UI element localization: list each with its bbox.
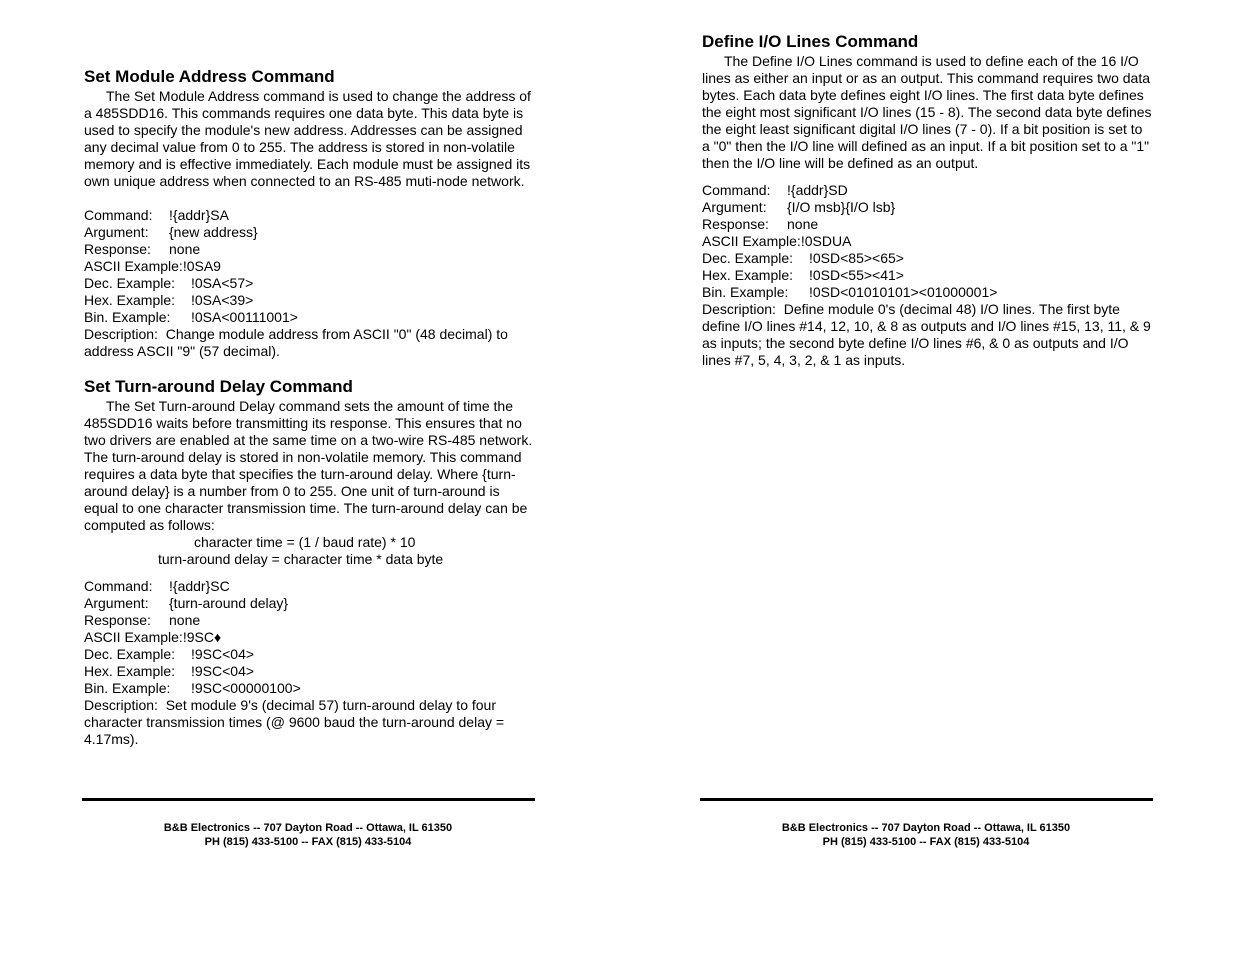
command-table bbox=[84, 207, 536, 360]
command-table bbox=[702, 182, 1154, 369]
dec-example-row: Dec. Example: !0SA<57> bbox=[84, 275, 254, 291]
description: Description: Change module address from ASCII "0" (48 decimal) to address ASCII "9" (57 decimal). bbox=[84, 326, 508, 359]
footer-address: B&B Electronics -- 707 Dayton Road -- Ottawa, IL 61350 bbox=[163, 822, 453, 834]
formula-turnaround-delay: turn-around delay = character time * data byte bbox=[158, 551, 444, 567]
section-heading: Set Module Address Command bbox=[84, 67, 335, 86]
set-turnaround-delay-section bbox=[84, 377, 536, 748]
footer-left bbox=[82, 821, 534, 849]
footer-phone: PH (815) 433-5100 -- FAX (815) 433-5104 bbox=[822, 836, 1030, 848]
command-row: Command: !{addr}SC bbox=[84, 578, 230, 594]
footer-rule-right bbox=[700, 798, 1153, 801]
hex-example-row: Hex. Example: !9SC<04> bbox=[84, 663, 255, 679]
response-row: Response: none bbox=[84, 612, 201, 628]
description: Description: Define module 0's (decimal 48) I/O lines. The first byte define I/O lines #14, 12, 10, & 8 as outputs and I/O lines #15, 13, 11, & 9 as inputs; the second byte define I/O lines #6, & 0 as outputs and I/O lines #7, 5, 4, 3, 2, & 1 as inputs. bbox=[702, 301, 1151, 368]
section-heading: Define I/O Lines Command bbox=[702, 32, 919, 51]
dec-example-row: Dec. Example: !0SD<85><65> bbox=[702, 250, 904, 266]
footer-address: B&B Electronics -- 707 Dayton Road -- Ottawa, IL 61350 bbox=[781, 822, 1071, 834]
left-page bbox=[84, 67, 536, 748]
section-body: The Set Module Address command is used to change the address of a 485SDD16. This commands requires one data byte. This data byte is used to specify the module's new address. Addresses can be assigned any decimal value from 0 to 255. The address is stored in non-volatile memory and is effective immediately. Each module must be assigned its own unique address when connected to an RS-485 muti-node network. bbox=[84, 88, 531, 189]
description: Description: Set module 9's (decimal 57) turn-around delay to four character transmission times (@ 9600 baud the turn-around delay = 4.17ms). bbox=[84, 697, 505, 747]
ascii-example-row: ASCII Example:!0SA9 bbox=[84, 258, 221, 274]
bin-example-row: Bin. Example: !0SD<01010101><01000001> bbox=[702, 284, 998, 300]
bin-example-row: Bin. Example: !0SA<00111001> bbox=[84, 309, 298, 325]
argument-row: Argument: {I/O msb}{I/O lsb} bbox=[702, 199, 896, 215]
footer-phone: PH (815) 433-5100 -- FAX (815) 433-5104 bbox=[204, 836, 412, 848]
ascii-example-row: ASCII Example:!9SC♦ bbox=[84, 629, 222, 645]
define-io-lines-section bbox=[702, 32, 1154, 369]
response-row: Response: none bbox=[84, 241, 201, 257]
response-row: Response: none bbox=[702, 216, 819, 232]
command-row: Command: !{addr}SA bbox=[84, 207, 229, 223]
section-heading: Set Turn-around Delay Command bbox=[84, 377, 353, 396]
argument-row: Argument: {turn-around delay} bbox=[84, 595, 289, 611]
command-table bbox=[84, 578, 536, 748]
ascii-example-row: ASCII Example:!0SDUA bbox=[702, 233, 852, 249]
argument-row: Argument: {new address} bbox=[84, 224, 258, 240]
set-module-address-section bbox=[84, 67, 536, 360]
footer-rule-left bbox=[82, 798, 535, 801]
footer-right bbox=[700, 821, 1152, 849]
section-body: The Define I/O Lines command is used to define each of the 16 I/O lines as either an input or as an output. This command requires two data bytes. Each data byte defines eight I/O lines. The first data byte defines the eight most significant I/O lines (15 - 8). The second data byte defines the eight least significant digital I/O lines (7 - 0). If a bit position is set to a "0" then the I/O line will defined as an input. If a bit position set to a "1" then the I/O line will be defined as an output. bbox=[702, 53, 1152, 171]
formula-character-time: character time = (1 / baud rate) * 10 bbox=[194, 534, 416, 550]
command-row: Command: !{addr}SD bbox=[702, 182, 848, 198]
dec-example-row: Dec. Example: !9SC<04> bbox=[84, 646, 255, 662]
right-page bbox=[702, 32, 1154, 369]
bin-example-row: Bin. Example: !9SC<00000100> bbox=[84, 680, 301, 696]
hex-example-row: Hex. Example: !0SA<39> bbox=[84, 292, 254, 308]
section-body: The Set Turn-around Delay command sets the amount of time the 485SDD16 waits before transmitting its response. This ensures that no two drivers are enabled at the same time on a two-wire RS-485 network. The turn-around delay is stored in non-volatile memory. This command requires a data byte that specifies the turn-around delay. Where {turn-around delay} is a number from 0 to 255. One unit of turn-around is equal to one character transmission time. The turn-around delay can be computed as follows: bbox=[84, 398, 533, 533]
hex-example-row: Hex. Example: !0SD<55><41> bbox=[702, 267, 904, 283]
